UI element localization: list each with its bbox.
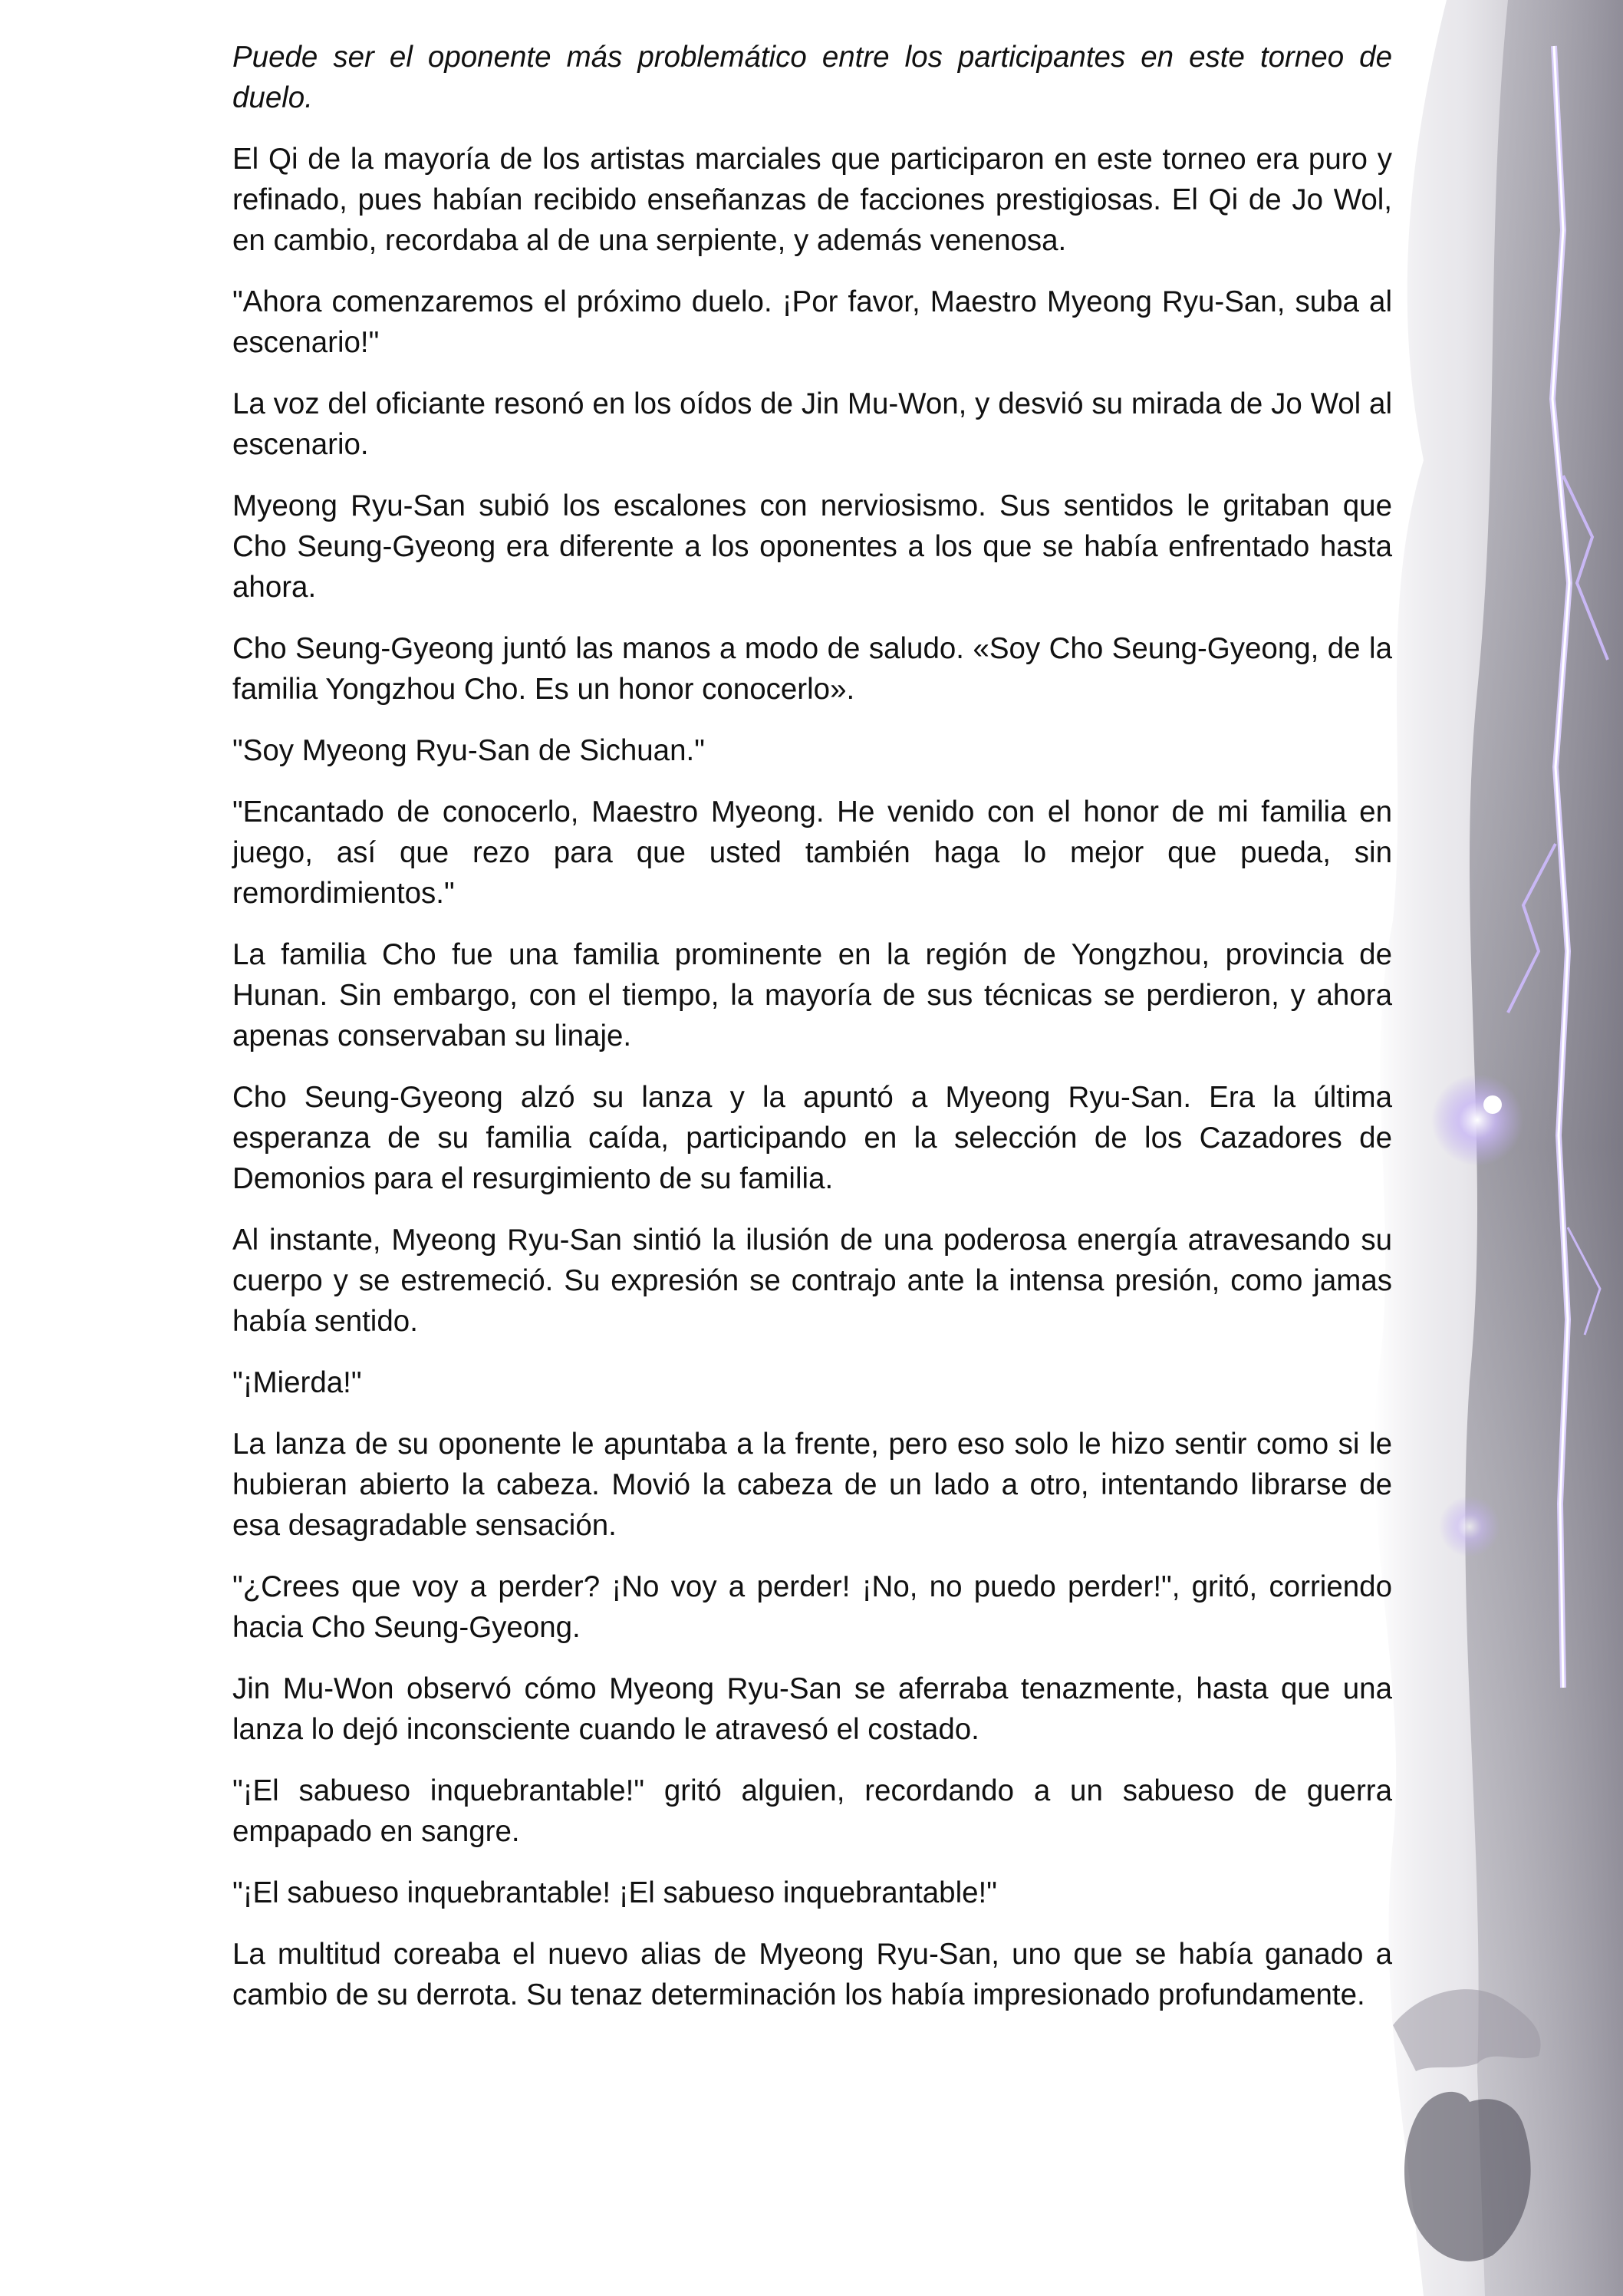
paragraph: Myeong Ryu-San subió los escalones con nerviosismo. Sus sentidos le gritaban que Cho Seung-Gyeong era diferente a los oponentes a los que se había enfrentado hasta ahora.	[232, 489, 1392, 604]
paragraph: Cho Seung-Gyeong juntó las manos a modo de saludo. «Soy Cho Seung-Gyeong, de la familia Yongzhou Cho. Es un honor conocerlo».	[232, 632, 1392, 706]
side-illustration	[1362, 0, 1623, 2296]
paragraph: La voz del oficiante resonó en los oídos de Jin Mu-Won, y desvió su mirada de Jo Wol al escenario.	[232, 387, 1392, 461]
paragraph: Al instante, Myeong Ryu-San sintió la ilusión de una poderosa energía atravesando su cuerpo y se estremeció. Su expresión se contrajo ante la intensa presión, como jamas había sentido.	[232, 1224, 1392, 1338]
paragraph: El Qi de la mayoría de los artistas marciales que participaron en este torneo era puro y refinado, pues habían recibido enseñanzas de facciones prestigiosas. El Qi de Jo Wol, en cambio, recordaba al de una serpiente, y además venenosa.	[232, 143, 1392, 257]
paragraph: "Soy Myeong Ryu-San de Sichuan."	[232, 734, 705, 767]
paragraph: "¡Mierda!"	[232, 1366, 362, 1399]
paragraph: La multitud coreaba el nuevo alias de Myeong Ryu-San, uno que se había ganado a cambio de su derrota. Su tenaz determinación los había impresionado profundamente.	[232, 1938, 1392, 2011]
paragraph: "¿Crees que voy a perder? ¡No voy a perder! ¡No, no puedo perder!", gritó, corriendo hacia Cho Seung-Gyeong.	[232, 1570, 1392, 1644]
paragraph: La lanza de su oponente le apuntaba a la frente, pero eso solo le hizo sentir como si le hubieran abierto la cabeza. Movió la cabeza de un lado a otro, intentando librarse de esa desagradable sensación.	[232, 1428, 1392, 1542]
paragraph: Puede ser el oponente más problemático entre los participantes en este torneo de duelo.	[232, 41, 1392, 114]
paragraph: Jin Mu-Won observó cómo Myeong Ryu-San se aferraba tenazmente, hasta que una lanza lo dejó inconsciente cuando le atravesó el costado.	[232, 1672, 1392, 1746]
paragraph: "Ahora comenzaremos el próximo duelo. ¡Por favor, Maestro Myeong Ryu-San, suba al escenario!"	[232, 285, 1392, 359]
paragraph: "Encantado de conocerlo, Maestro Myeong. He venido con el honor de mi familia en juego, así que rezo para que usted también haga lo mejor que pueda, sin remordimientos."	[232, 796, 1392, 910]
glow-eyes	[1431, 1074, 1523, 1166]
paragraph: "¡El sabueso inquebrantable!" gritó alguien, recordando a un sabueso de guerra empapado en sangre.	[232, 1774, 1392, 1848]
paragraph: La familia Cho fue una familia prominente en la región de Yongzhou, provincia de Hunan. Sin embargo, con el tiempo, la mayoría de sus técnicas se perdieron, y ahora apenas conservaban su linaje.	[232, 938, 1392, 1052]
paragraph: Cho Seung-Gyeong alzó su lanza y la apuntó a Myeong Ryu-San. Era la última esperanza de su familia caída, participando en la selección de los Cazadores de Demonios para el resurgimiento de su familia.	[232, 1081, 1392, 1195]
paragraph: "¡El sabueso inquebrantable! ¡El sabueso inquebrantable!"	[232, 1876, 997, 1909]
text-column	[232, 37, 1392, 2036]
